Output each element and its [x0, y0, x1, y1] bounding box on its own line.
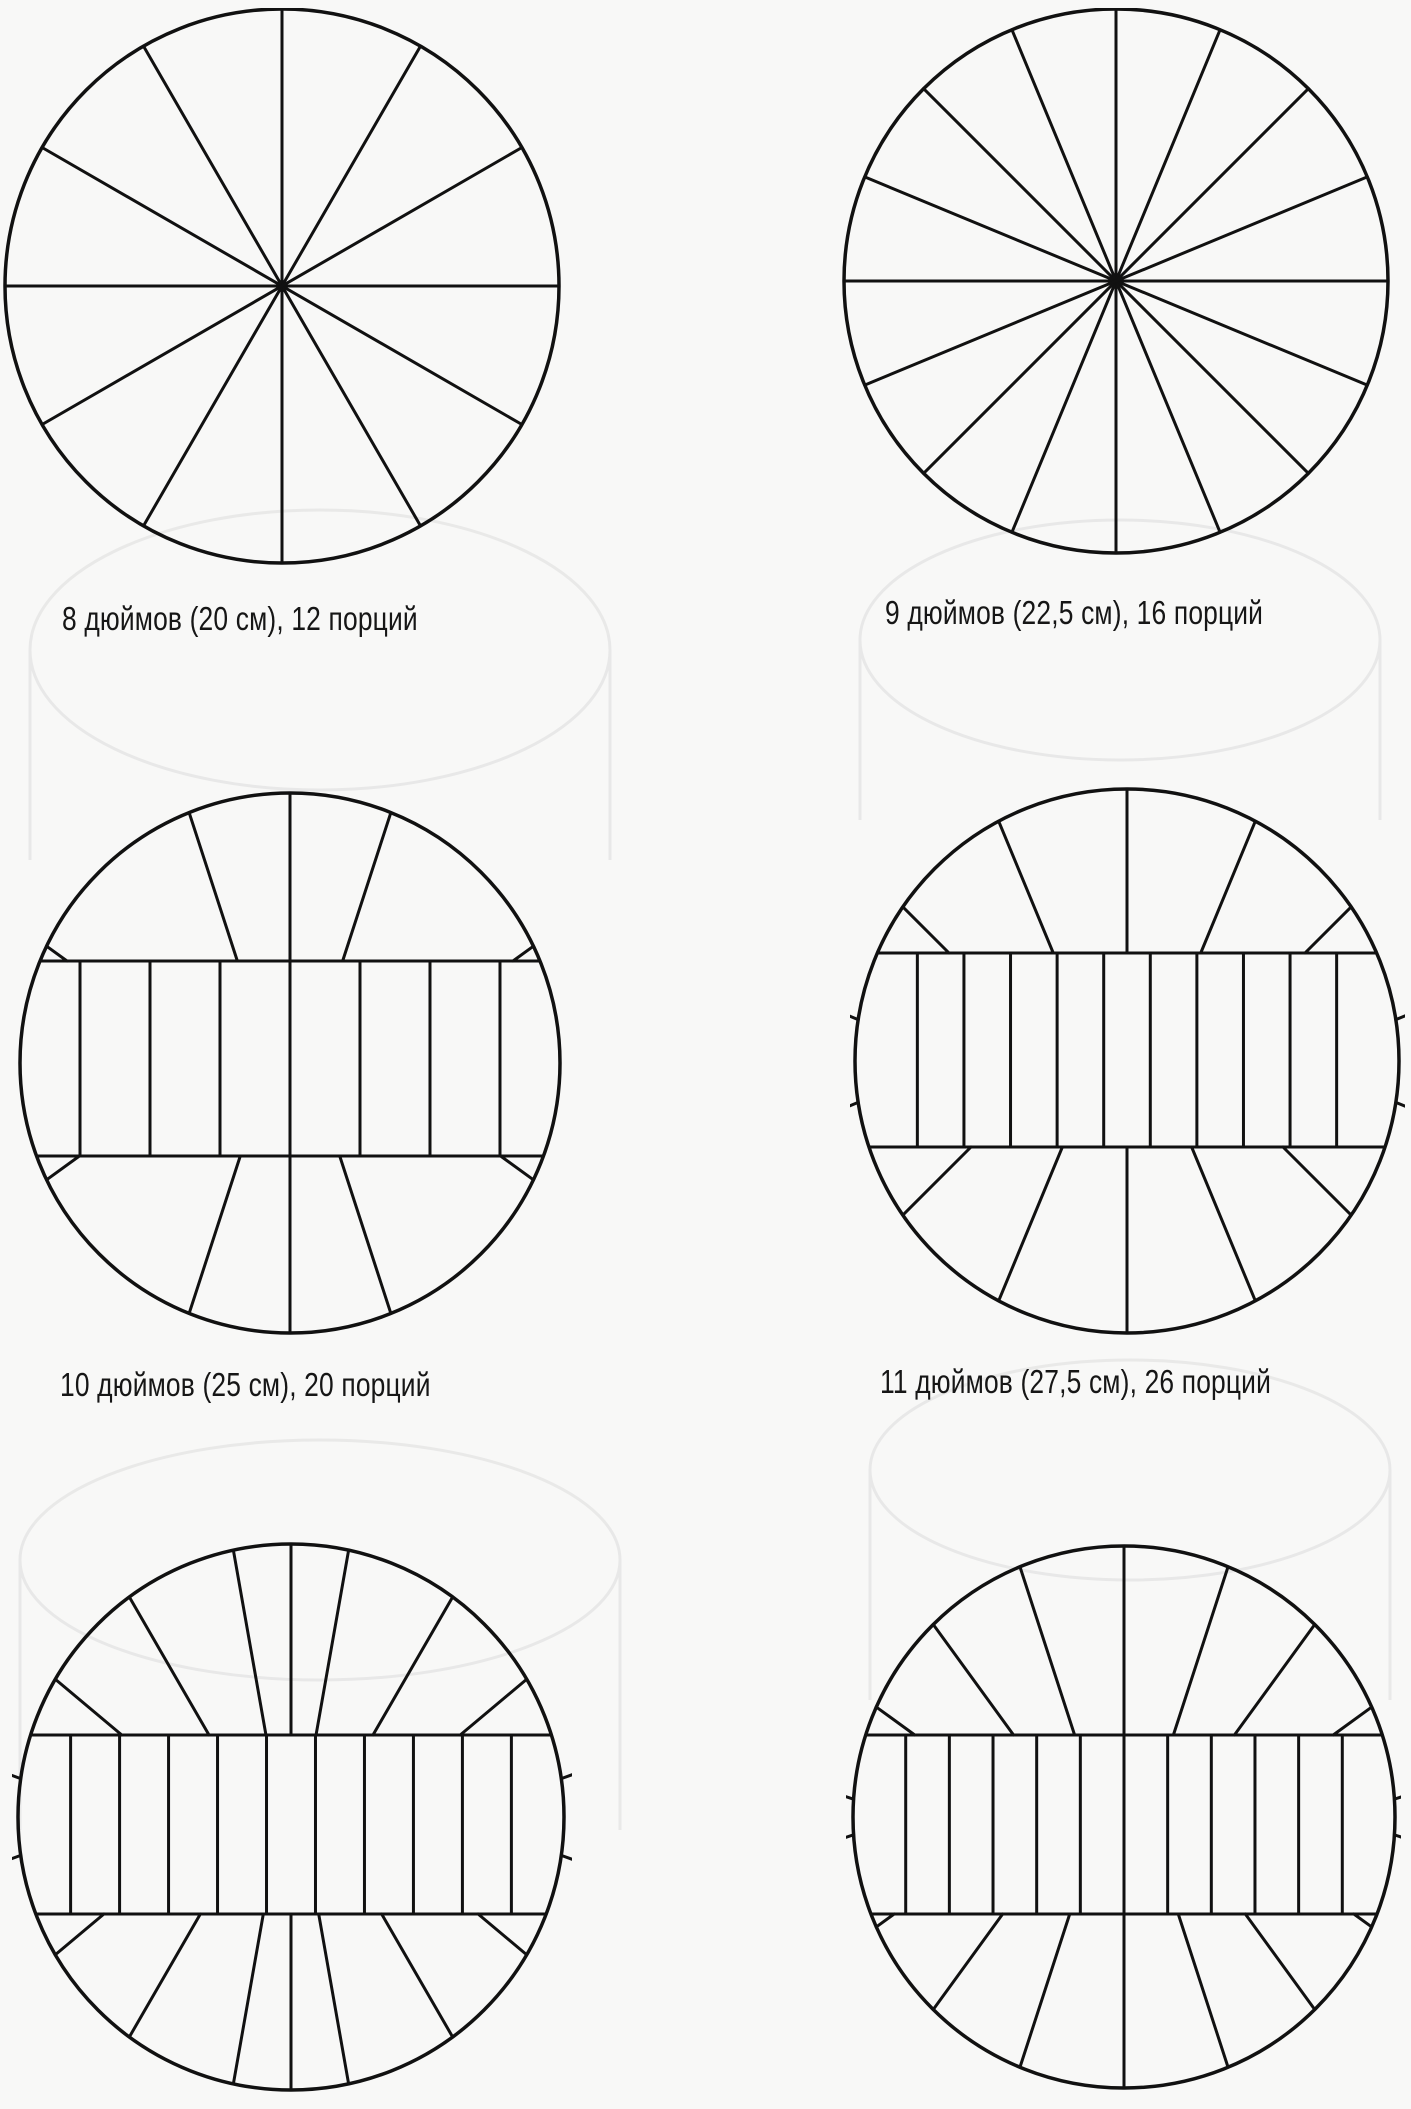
top-wedge-cut: [343, 813, 391, 961]
top-wedge-cut: [55, 1679, 121, 1735]
bottom-wedge-cut: [1178, 1914, 1228, 2067]
top-wedge-cut: [316, 1550, 349, 1735]
bottom-wedge-cut: [876, 1914, 894, 1927]
top-wedge-cut: [460, 1679, 526, 1735]
caption-8-inch: 8 дюймов (20 см), 12 порций: [62, 600, 418, 637]
top-wedge-cut: [129, 1597, 209, 1735]
top-wedge-cut: [1173, 1567, 1228, 1735]
top-wedge-cut: [1020, 1567, 1075, 1735]
top-wedge-cut: [903, 907, 949, 953]
bottom-wedge-cut: [1283, 1147, 1351, 1215]
cake-cutting-diagram-bottom-left: [12, 1537, 572, 2109]
top-wedge-cut: [1333, 1707, 1371, 1735]
top-wedge-cut: [1394, 1735, 1401, 1799]
bottom-wedge-cut: [55, 1914, 104, 1955]
bottom-wedge-cut: [501, 1156, 534, 1180]
bottom-wedge-cut: [319, 1914, 349, 2084]
top-wedge-cut: [933, 1624, 1013, 1735]
top-wedge-cut: [876, 1707, 914, 1735]
top-wedge-cut: [189, 813, 237, 961]
bottom-wedge-cut: [999, 1147, 1063, 1301]
top-wedge-cut: [999, 821, 1054, 953]
caption-9-inch: 9 дюймов (22,5 см), 16 порций: [885, 594, 1264, 631]
bottom-wedge-cut: [933, 1914, 1002, 2010]
bottom-wedge-cut: [1394, 1835, 1401, 1914]
caption-10-inch: 10 дюймов (25 см), 20 порций: [60, 1366, 431, 1403]
bottom-wedge-cut: [1020, 1914, 1070, 2067]
bottom-wedge-cut: [189, 1156, 240, 1313]
bottom-wedge-cut: [340, 1156, 391, 1313]
bottom-wedge-cut: [561, 1855, 572, 1914]
top-wedge-cut: [1234, 1624, 1314, 1735]
cake-cutting-diagram-8-inch: [0, 8, 565, 573]
top-wedge-cut: [561, 1735, 572, 1779]
cake-cutting-diagram-11-inch: [850, 782, 1405, 1337]
top-wedge-cut: [513, 946, 533, 961]
top-wedge-cut: [850, 953, 858, 1020]
bottom-wedge-cut: [12, 1855, 21, 1914]
bottom-wedge-cut: [233, 1914, 263, 2084]
caption-11-inch: 11 дюймов (27,5 см), 26 порций: [880, 1363, 1271, 1400]
top-wedge-cut: [12, 1735, 21, 1779]
cake-cutting-diagram-bottom-right: [846, 1537, 1401, 2109]
bottom-wedge-cut: [1192, 1147, 1256, 1301]
bottom-wedge-cut: [382, 1914, 453, 2037]
top-wedge-cut: [846, 1735, 854, 1799]
top-wedge-cut: [233, 1550, 266, 1735]
top-wedge-cut: [47, 946, 67, 961]
bottom-wedge-cut: [1245, 1914, 1314, 2010]
bottom-wedge-cut: [903, 1147, 971, 1215]
cake-cutting-diagram-10-inch: [15, 788, 570, 1343]
bottom-wedge-cut: [47, 1156, 80, 1180]
bottom-wedge-cut: [478, 1914, 527, 1955]
top-wedge-cut: [1305, 907, 1351, 953]
top-wedge-cut: [1201, 821, 1256, 953]
bottom-wedge-cut: [129, 1914, 200, 2037]
bottom-wedge-cut: [1396, 1102, 1405, 1147]
bottom-wedge-cut: [1354, 1914, 1372, 1927]
cake-cutting-diagram-9-inch: [836, 8, 1401, 573]
bottom-wedge-cut: [850, 1102, 858, 1147]
top-wedge-cut: [373, 1597, 453, 1735]
bottom-wedge-cut: [846, 1835, 854, 1914]
top-wedge-cut: [1396, 953, 1405, 1020]
